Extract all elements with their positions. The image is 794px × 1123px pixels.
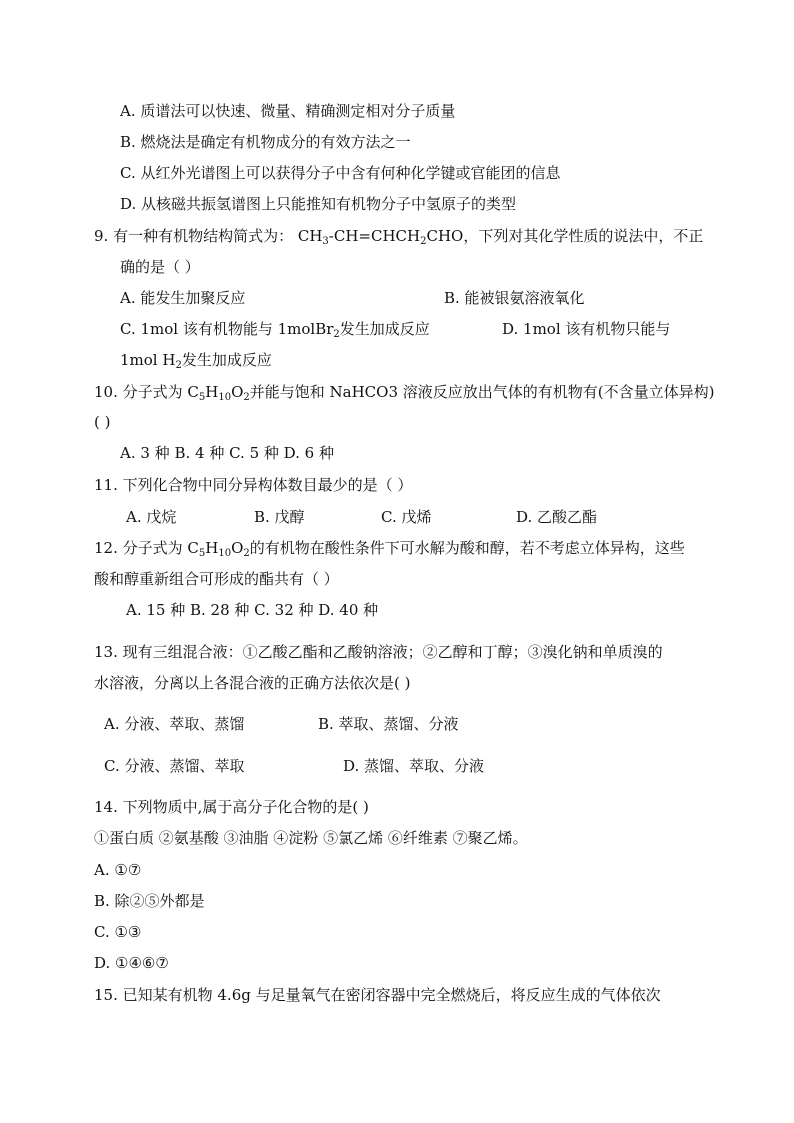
q11-option-c: C. 戊烯 [381,508,432,526]
q9-option-a: A. 能发生加聚反应 [120,289,246,307]
q13-option-d: D. 蒸馏、萃取、分液 [343,757,485,775]
q14-items: ①蛋白质 ②氨基酸 ③油脂 ④淀粉 ⑤氯乙烯 ⑥纤维素 ⑦聚乙烯。 [94,829,528,847]
q9-stem-line2: 确的是（ ） [120,258,200,276]
q13-stem: 13. 现有三组混合液：①乙酸乙酯和乙酸钠溶液；②乙醇和丁醇；③溴化钠和单质溴的 [94,643,663,661]
q14-option-a: A. ①⑦ [94,861,142,879]
q12-stem: 12. 分子式为 $C_5H_{10}O_2$的有机物在酸性条件下可水解为酸和醇，若不考虑立体异构，这些 [94,539,685,559]
q14-option-d: D. ①④⑥⑦ [94,954,169,972]
q14-option-b: B. 除②⑤外都是 [94,892,205,910]
q11-stem: 11. 下列化合物中同分异构体数目最少的是（ ） [94,476,413,494]
q8-option-c: C. 从红外光谱图上可以获得分子中含有何种化学键或官能团的信息 [120,164,561,182]
q8-option-b: B. 燃烧法是确定有机物成分的有效方法之一 [120,133,411,151]
q10-paren: ( ) [94,413,111,431]
q9-option-d: D. 1mol 该有机物只能与 [502,320,671,338]
q9-option-b: B. 能被银氨溶液氧化 [444,289,585,307]
q13-option-b: B. 萃取、蒸馏、分液 [318,715,459,733]
q11-option-a: A. 戊烷 [126,508,177,526]
q12-options: A. 15 种 B. 28 种 C. 32 种 D. 40 种 [126,601,379,619]
q11-option-d: D. 乙酸乙酯 [516,508,598,526]
q9-stem: 9. 有一种有机物结构简式为： $CH_3-CH=CHCH_2CHO$，下列对其化学性质的说法中，不正 [94,227,704,247]
q14-stem: 14. 下列物质中,属于高分子化合物的是( ) [94,798,369,816]
q8-option-a: A. 质谱法可以快速、微量、精确测定相对分子质量 [120,102,456,120]
q14-option-c: C. ①③ [94,923,142,941]
q15-stem: 15. 已知某有机物 4.6g 与足量氧气在密闭容器中完全燃烧后，将反应生成的气体依次 [94,986,661,1004]
q13-option-a: A. 分液、萃取、蒸馏 [104,715,245,733]
q9-option-d-line2: 1mol $H_2$发生加成反应 [120,351,272,371]
q13-stem-line2: 水溶液，分离以上各混合液的正确方法依次是( ) [94,674,411,692]
q9-option-c: C. 1mol 该有机物能与 1molBr$_2$发生加成反应 [120,320,430,340]
q10-stem: 10. 分子式为 $C_5H_{10}O_2$并能与饱和 NaHCO3 溶液反应放出气体的有机物有(不含量立体异构) [94,383,715,403]
q10-options: A. 3 种 B. 4 种 C. 5 种 D. 6 种 [120,444,334,462]
q12-stem-line2: 酸和醇重新组合可形成的酯共有（ ） [94,570,339,588]
q11-option-b: B. 戊醇 [254,508,305,526]
q8-option-d: D. 从核磁共振氢谱图上只能推知有机物分子中氢原子的类型 [120,195,517,213]
q13-option-c: C. 分液、蒸馏、萃取 [104,757,245,775]
